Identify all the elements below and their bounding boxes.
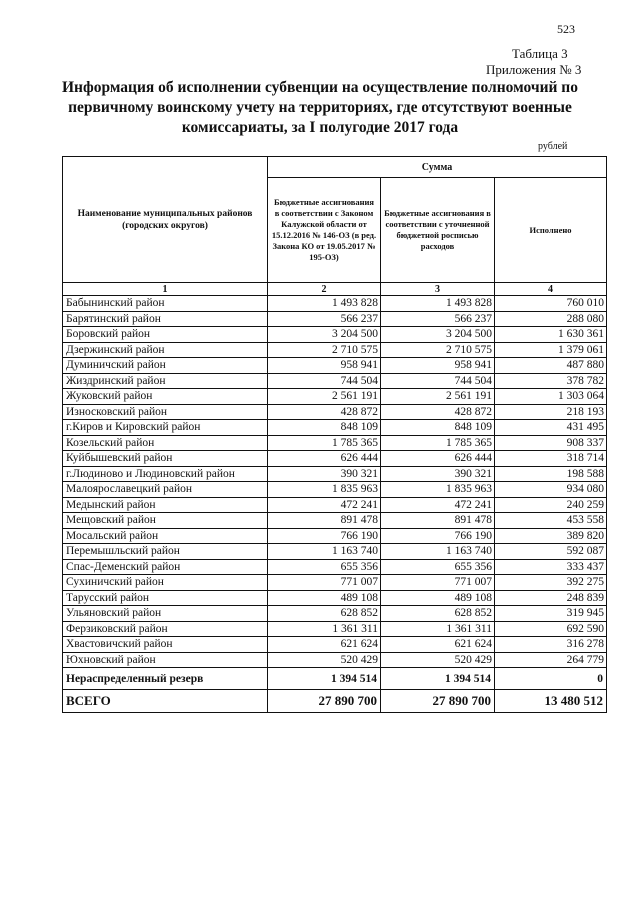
header-col4: Исполнено [495,178,607,283]
district-name: Жуковский район [63,389,268,405]
appendix-label: Приложения № 3 [486,62,582,77]
cell-executed: 760 010 [495,296,607,312]
cell-budget-schedule: 1 835 963 [381,482,495,498]
cell-executed: 248 839 [495,590,607,606]
table-row [63,435,607,451]
cell-budget-schedule: 428 872 [381,404,495,420]
table-row [63,373,607,389]
reserve-c4: 0 [495,668,607,690]
cell-executed: 389 820 [495,528,607,544]
district-name: Дзержинский район [63,342,268,358]
cell-executed: 431 495 [495,420,607,436]
header-name: Наименование муниципальных районов (городских округов) [63,157,268,283]
cell-budget-law: 626 444 [268,451,381,467]
table-row [63,466,607,482]
cell-executed: 240 259 [495,497,607,513]
header-col3: Бюджетные ассигнования в соответствии с уточненной бюджетной росписью расходов [381,178,495,283]
cell-budget-law: 655 356 [268,559,381,575]
district-name: Износковский район [63,404,268,420]
table-row [63,389,607,405]
cell-executed: 378 782 [495,373,607,389]
district-name: Сухиничский район [63,575,268,591]
cell-budget-law: 3 204 500 [268,327,381,343]
table-row [63,544,607,560]
cell-budget-schedule: 472 241 [381,497,495,513]
cell-budget-schedule: 891 478 [381,513,495,529]
cell-budget-schedule: 848 109 [381,420,495,436]
district-name: Барятинский район [63,311,268,327]
cell-budget-schedule: 626 444 [381,451,495,467]
cell-executed: 1 630 361 [495,327,607,343]
cell-executed: 1 303 064 [495,389,607,405]
cell-executed: 392 275 [495,575,607,591]
cell-executed: 318 714 [495,451,607,467]
table-row [63,342,607,358]
cell-budget-law: 489 108 [268,590,381,606]
district-name: Перемышльский район [63,544,268,560]
report-table [62,156,607,713]
district-name: г.Киров и Кировский район [63,420,268,436]
table-row [63,559,607,575]
district-name: Ферзиковский район [63,621,268,637]
total-name: ВСЕГО [63,690,268,713]
cell-budget-schedule: 744 504 [381,373,495,389]
cell-budget-schedule: 621 624 [381,637,495,653]
cell-budget-law: 2 710 575 [268,342,381,358]
cell-budget-schedule: 2 561 191 [381,389,495,405]
table-row [63,482,607,498]
header-row-numbers [63,283,607,296]
total-c4: 13 480 512 [495,690,607,713]
header-sum: Сумма [268,157,607,178]
district-name: Бабынинский район [63,296,268,312]
cell-executed: 316 278 [495,637,607,653]
cell-budget-law: 472 241 [268,497,381,513]
reserve-c2: 1 394 514 [268,668,381,690]
reserve-name: Нераспределенный резерв [63,668,268,690]
cell-budget-law: 428 872 [268,404,381,420]
header-num-2: 2 [268,283,381,296]
district-name: Хвастовичский район [63,637,268,653]
cell-budget-law: 1 493 828 [268,296,381,312]
reserve-row [63,668,607,690]
cell-executed: 319 945 [495,606,607,622]
units-label: рублей [538,141,568,152]
table-body [63,296,607,668]
table-row [63,420,607,436]
table-label: Таблица 3 [512,46,568,61]
header-col2: Бюджетные ассигнования в соответствии с Законом Калужской области от 15.12.2016 № 146-ОЗ (в ред. Закона КО от 19.05.2017 № 195-ОЗ) [268,178,381,283]
cell-executed: 487 880 [495,358,607,374]
total-c2: 27 890 700 [268,690,381,713]
cell-executed: 198 588 [495,466,607,482]
district-name: Куйбышевский район [63,451,268,467]
district-name: Юхновский район [63,652,268,668]
cell-budget-law: 744 504 [268,373,381,389]
table-row [63,497,607,513]
cell-budget-law: 848 109 [268,420,381,436]
district-name: г.Людиново и Людиновский район [63,466,268,482]
cell-budget-schedule: 1 785 365 [381,435,495,451]
table-row [63,606,607,622]
district-name: Тарусский район [63,590,268,606]
reserve-c3: 1 394 514 [381,668,495,690]
cell-budget-law: 958 941 [268,358,381,374]
document-title: Информация об исполнении субвенции на осуществление полномочий по первичному воинскому учету на территориях, где отсутствуют военные комиссариаты, за I полугодие 2017 года [62,79,578,136]
header-row-top [63,157,607,178]
cell-budget-schedule: 958 941 [381,358,495,374]
cell-budget-schedule: 655 356 [381,559,495,575]
district-name: Козельский район [63,435,268,451]
cell-budget-law: 1 163 740 [268,544,381,560]
district-name: Мещовский район [63,513,268,529]
district-name: Медынский район [63,497,268,513]
cell-budget-schedule: 2 710 575 [381,342,495,358]
header-num-1: 1 [63,283,268,296]
cell-budget-schedule: 628 852 [381,606,495,622]
header-num-3: 3 [381,283,495,296]
district-name: Ульяновский район [63,606,268,622]
cell-budget-schedule: 489 108 [381,590,495,606]
cell-budget-schedule: 566 237 [381,311,495,327]
cell-budget-law: 891 478 [268,513,381,529]
district-name: Мосальский район [63,528,268,544]
cell-executed: 453 558 [495,513,607,529]
table-row [63,358,607,374]
table-row [63,451,607,467]
table-row [63,404,607,420]
cell-budget-law: 628 852 [268,606,381,622]
cell-budget-schedule: 1 163 740 [381,544,495,560]
district-name: Боровский район [63,327,268,343]
cell-budget-schedule: 771 007 [381,575,495,591]
cell-budget-law: 566 237 [268,311,381,327]
cell-executed: 908 337 [495,435,607,451]
cell-executed: 218 193 [495,404,607,420]
district-name: Думиничский район [63,358,268,374]
cell-budget-law: 771 007 [268,575,381,591]
table-row [63,575,607,591]
total-row [63,690,607,713]
cell-budget-law: 520 429 [268,652,381,668]
cell-budget-law: 1 361 311 [268,621,381,637]
cell-budget-law: 2 561 191 [268,389,381,405]
cell-executed: 592 087 [495,544,607,560]
cell-executed: 1 379 061 [495,342,607,358]
cell-executed: 934 080 [495,482,607,498]
cell-budget-law: 1 835 963 [268,482,381,498]
district-name: Жиздринский район [63,373,268,389]
table-row [63,652,607,668]
district-name: Спас-Деменский район [63,559,268,575]
table-row [63,311,607,327]
cell-budget-law: 1 785 365 [268,435,381,451]
cell-budget-schedule: 1 493 828 [381,296,495,312]
table-row [63,513,607,529]
district-name: Малоярославецкий район [63,482,268,498]
cell-executed: 692 590 [495,621,607,637]
table-row [63,327,607,343]
table-row [63,528,607,544]
cell-budget-law: 621 624 [268,637,381,653]
cell-budget-schedule: 390 321 [381,466,495,482]
table-row [63,621,607,637]
cell-budget-schedule: 3 204 500 [381,327,495,343]
table-row [63,590,607,606]
cell-budget-schedule: 1 361 311 [381,621,495,637]
cell-budget-law: 390 321 [268,466,381,482]
cell-executed: 333 437 [495,559,607,575]
cell-budget-schedule: 766 190 [381,528,495,544]
cell-executed: 264 779 [495,652,607,668]
cell-budget-schedule: 520 429 [381,652,495,668]
cell-budget-law: 766 190 [268,528,381,544]
page-number: 523 [557,22,575,36]
table-row [63,637,607,653]
table-row [63,296,607,312]
header-num-4: 4 [495,283,607,296]
total-c3: 27 890 700 [381,690,495,713]
cell-executed: 288 080 [495,311,607,327]
